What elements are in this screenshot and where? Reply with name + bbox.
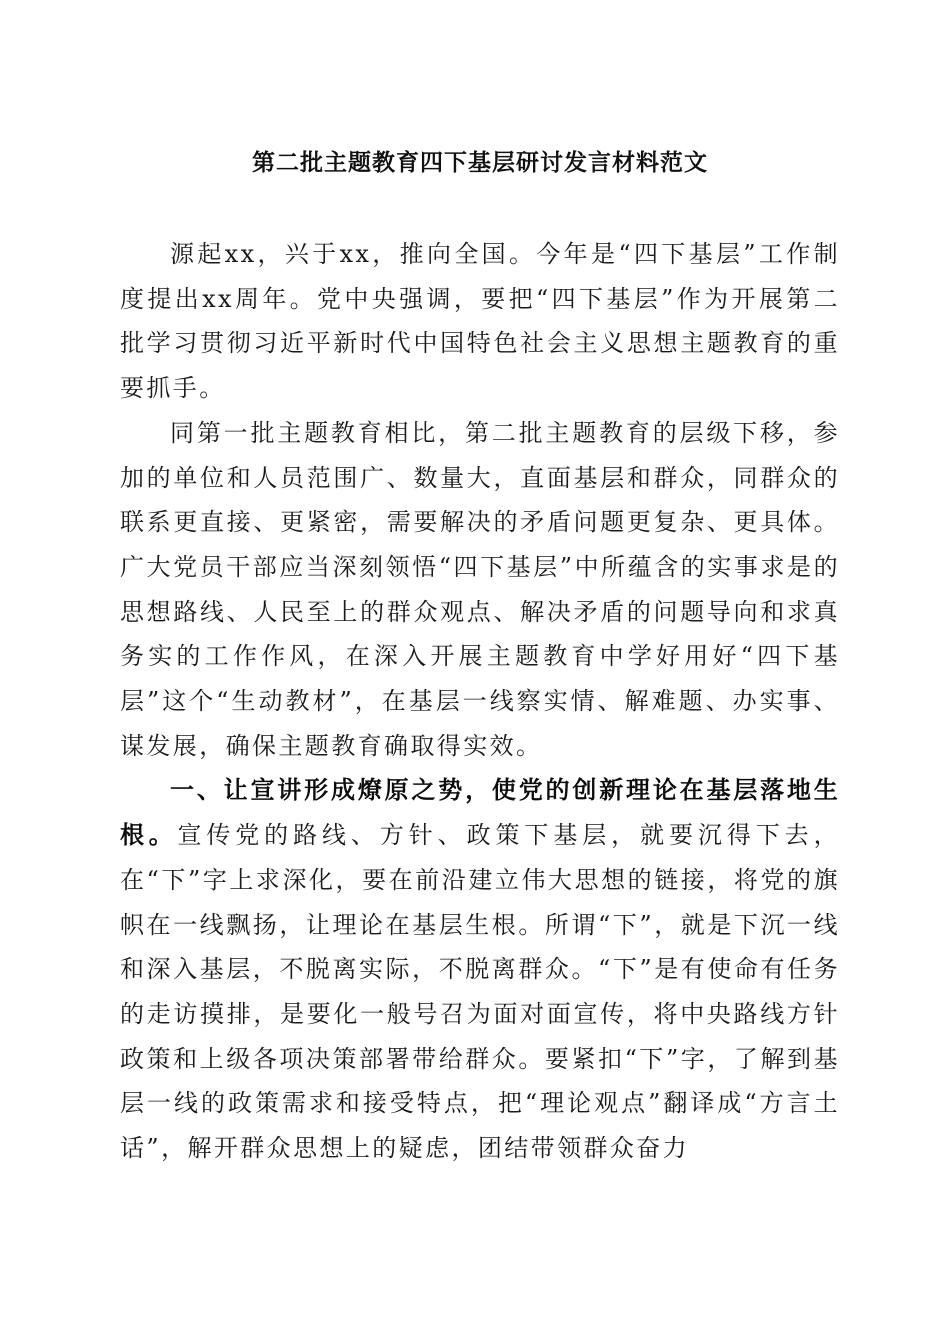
section-1-body: 宣传党的路线、方针、政策下基层，就要沉得下去，在“下”字上求深化，要在前沿建立伟大思想的链接，将党的旗帜在一线飘扬，让理论在基层生根。所谓“下”，就是下沉一线和深入基层，不脱离实际，不脱离群众。“下”是有使命有任务的走访摸排，是要化一般号召为面对面宣传，将中央路线方针政策和上级各项决策部署带给群众。要紧扣“下”字，了解到基层一线的政策需求和接受特点，把“理论观点”翻译成“方言土话”，解开群众思想上的疑虑，团结带领群众奋力 [120, 821, 840, 1163]
paragraph-intro: 源起xx，兴于xx，推向全国。今年是“四下基层”工作制度提出xx周年。党中央强调，要把“四下基层”作为开展第二批学习贯彻习近平新时代中国特色社会主义思想主题教育的重要抓手。 [120, 240, 840, 403]
document-body [120, 232, 840, 1171]
document-title: 第二批主题教育四下基层研讨发言材料范文 [252, 149, 708, 176]
paragraph-comparison: 同第一批主题教育相比，第二批主题教育的层级下移，参加的单位和人员范围广、数量大，直面基层和群众，同群众的联系更直接、更紧密，需要解决的矛盾问题更复杂、更具体。广大党员干部应当深刻领悟“四下基层”中所蕴含的实事求是的思想路线、人民至上的群众观点、解决矛盾的问题导向和求真务实的工作作风，在深入开展主题教育中学好用好“四下基层”这个“生动教材”，在基层一线察实情、解难题、办实事、谋发展，确保主题教育确取得实效。 [120, 418, 840, 760]
section-1-heading: 一、让宣讲形成燎原之势，使党的创新理论在基层落地生根。 [120, 776, 840, 850]
paragraph-section-1 [120, 768, 840, 1170]
